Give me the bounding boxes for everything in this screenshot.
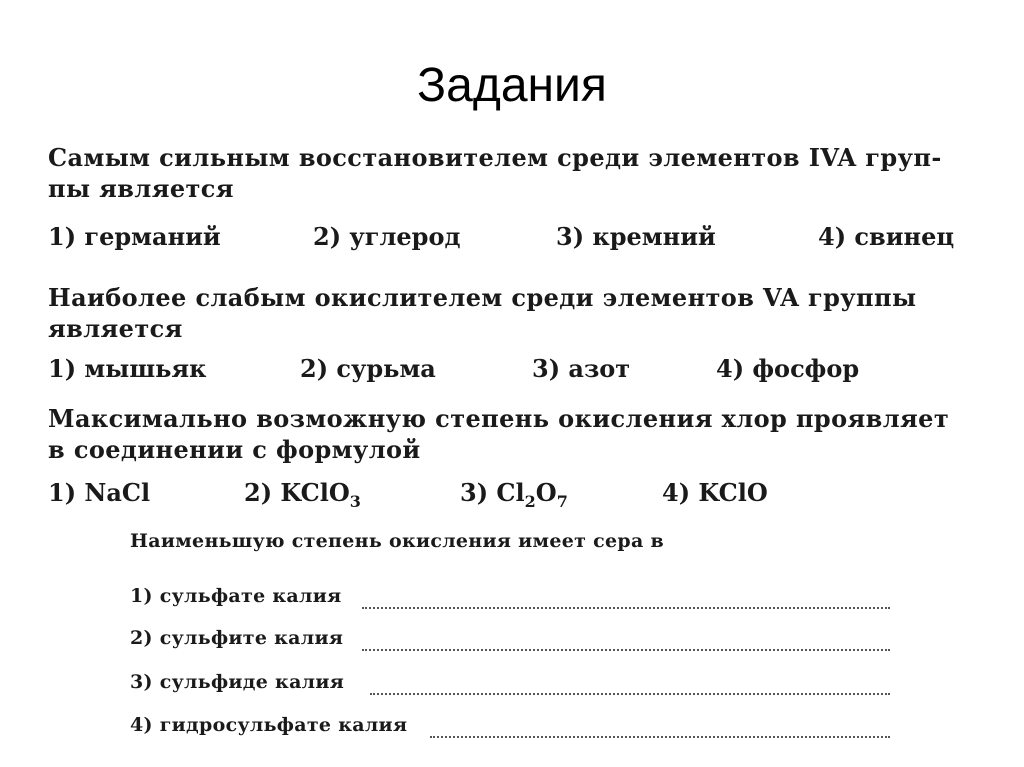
q4-option-1-row[interactable] (130, 585, 890, 611)
q3-option-2[interactable] (244, 478, 361, 511)
answer-line-3 (370, 693, 890, 695)
q4-option-4-row[interactable] (130, 714, 890, 740)
q3-option-2-formula: 2) KClO (244, 478, 350, 507)
q4-option-2-row[interactable] (130, 627, 890, 653)
question-3-line-2: в соединении с формулой (48, 435, 421, 464)
q3-option-1-formula: 1) NaCl (48, 478, 151, 507)
q4-option-3-row[interactable] (130, 671, 890, 697)
answer-line-1 (362, 607, 890, 609)
question-2-text (48, 282, 968, 344)
q3-option-3-formula: 3) Cl (460, 478, 525, 507)
question-1-line-1: Самым сильным восстановителем среди элементов IVA груп- (48, 143, 942, 172)
q3-option-3-subscript-2: 7 (556, 492, 568, 511)
answer-line-4 (430, 736, 890, 738)
question-1-options (48, 222, 968, 254)
question-2-line-1: Наиболее слабым окислителем среди элементов VA группы (48, 283, 917, 312)
question-3-line-1: Максимально возможную степень окисления хлор проявляет (48, 404, 950, 433)
q2-option-1[interactable]: 1) мышьяк (48, 354, 207, 383)
q3-option-3[interactable] (460, 478, 568, 511)
q3-option-4-formula: 4) KClO (662, 478, 768, 507)
q1-option-4[interactable]: 4) свинец (818, 222, 955, 251)
q3-option-1[interactable] (48, 478, 150, 507)
q3-option-3-formula-mid: O (535, 478, 557, 507)
question-1-line-2: пы является (48, 174, 234, 203)
question-2-options (48, 354, 968, 386)
q3-option-3-subscript-1: 2 (524, 492, 536, 511)
question-1-text (48, 142, 968, 204)
q3-option-2-subscript: 3 (349, 492, 361, 511)
question-4-text: Наименьшую степень окисления имеет сера в (130, 530, 664, 552)
question-3-options (48, 478, 968, 510)
q4-option-3: 3) сульфиде калия (130, 671, 345, 693)
q2-option-4[interactable]: 4) фосфор (716, 354, 860, 383)
page-title: Задания (417, 59, 607, 112)
q4-option-2: 2) сульфите калия (130, 627, 344, 649)
q2-option-2[interactable]: 2) сурьма (300, 354, 436, 383)
question-3-text (48, 403, 968, 465)
q1-option-3[interactable]: 3) кремний (556, 222, 716, 251)
q1-option-2[interactable]: 2) углерод (313, 222, 461, 251)
question-2-line-2: является (48, 314, 183, 343)
q2-option-3[interactable]: 3) азот (532, 354, 631, 383)
q4-option-1: 1) сульфате калия (130, 585, 342, 607)
answer-line-2 (362, 649, 890, 651)
q1-option-1[interactable]: 1) германий (48, 222, 221, 251)
q4-option-4: 4) гидросульфате калия (130, 714, 408, 736)
q3-option-4[interactable] (662, 478, 768, 507)
